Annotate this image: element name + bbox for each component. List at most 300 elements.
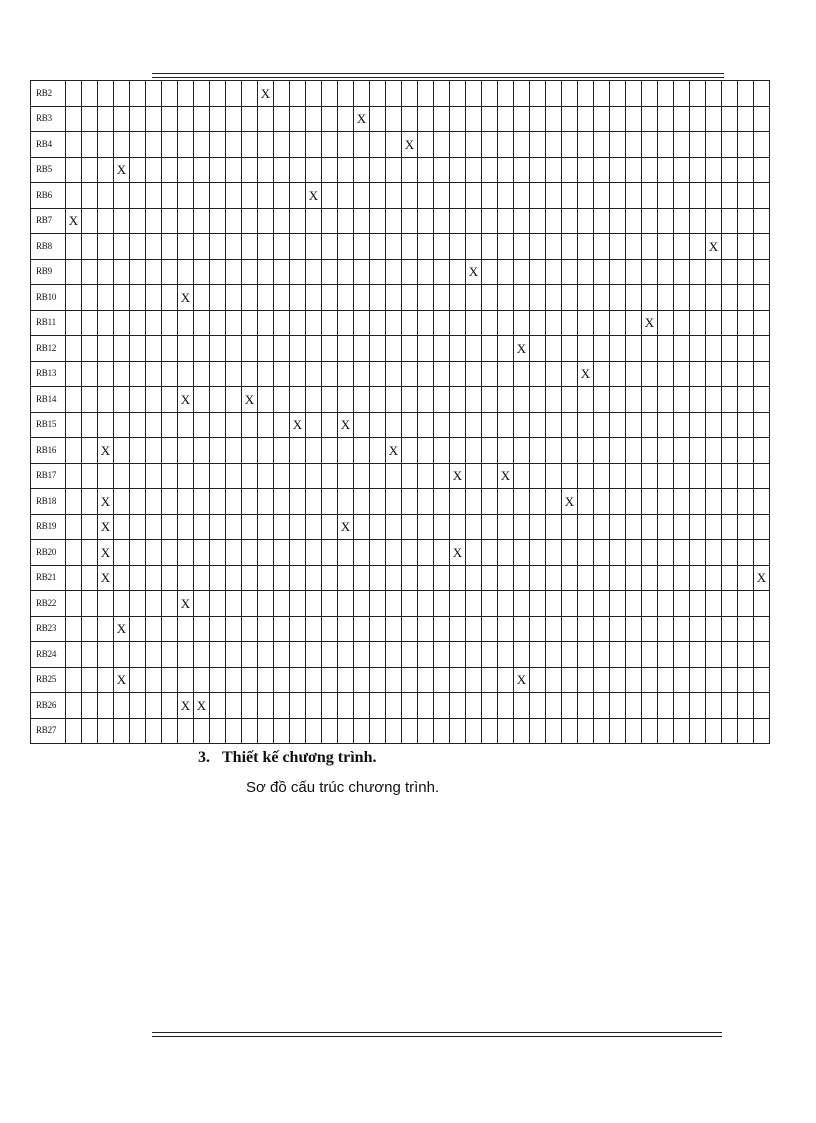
empty-cell <box>482 285 498 311</box>
empty-cell <box>130 540 146 566</box>
empty-cell <box>146 285 162 311</box>
empty-cell <box>482 616 498 642</box>
empty-cell <box>498 489 514 515</box>
empty-cell <box>546 642 562 668</box>
empty-cell <box>242 208 258 234</box>
empty-cell <box>434 718 450 744</box>
empty-cell <box>546 540 562 566</box>
empty-cell <box>370 642 386 668</box>
empty-cell <box>722 693 738 719</box>
empty-cell <box>450 514 466 540</box>
empty-cell <box>434 565 450 591</box>
empty-cell <box>594 234 610 260</box>
empty-cell <box>178 540 194 566</box>
empty-cell <box>370 565 386 591</box>
empty-cell <box>66 234 82 260</box>
empty-cell <box>610 412 626 438</box>
empty-cell <box>482 208 498 234</box>
empty-cell <box>594 667 610 693</box>
mark-cell: X <box>754 565 770 591</box>
empty-cell <box>290 718 306 744</box>
empty-cell <box>642 591 658 617</box>
empty-cell <box>706 642 722 668</box>
empty-cell <box>322 667 338 693</box>
empty-cell <box>642 514 658 540</box>
empty-cell <box>274 438 290 464</box>
empty-cell <box>178 310 194 336</box>
empty-cell <box>706 336 722 362</box>
empty-cell <box>290 514 306 540</box>
empty-cell <box>194 540 210 566</box>
empty-cell <box>482 183 498 209</box>
empty-cell <box>402 361 418 387</box>
empty-cell <box>82 718 98 744</box>
empty-cell <box>482 336 498 362</box>
empty-cell <box>306 540 322 566</box>
empty-cell <box>242 157 258 183</box>
empty-cell <box>338 718 354 744</box>
empty-cell <box>66 157 82 183</box>
empty-cell <box>386 693 402 719</box>
mark-cell: X <box>306 183 322 209</box>
empty-cell <box>194 259 210 285</box>
mark-cell: X <box>114 616 130 642</box>
empty-cell <box>578 183 594 209</box>
empty-cell <box>578 591 594 617</box>
row-label: RB20 <box>31 540 66 566</box>
empty-cell <box>594 361 610 387</box>
empty-cell <box>194 591 210 617</box>
empty-cell <box>594 336 610 362</box>
empty-cell <box>178 412 194 438</box>
empty-cell <box>338 489 354 515</box>
empty-cell <box>242 667 258 693</box>
empty-cell <box>274 259 290 285</box>
empty-cell <box>386 361 402 387</box>
empty-cell <box>674 81 690 107</box>
empty-cell <box>418 285 434 311</box>
empty-cell <box>434 132 450 158</box>
empty-cell <box>258 540 274 566</box>
empty-cell <box>210 616 226 642</box>
empty-cell <box>610 514 626 540</box>
empty-cell <box>194 616 210 642</box>
empty-cell <box>82 540 98 566</box>
empty-cell <box>626 259 642 285</box>
empty-cell <box>258 310 274 336</box>
mark-cell: X <box>562 489 578 515</box>
empty-cell <box>626 157 642 183</box>
empty-cell <box>306 234 322 260</box>
empty-cell <box>194 438 210 464</box>
empty-cell <box>322 157 338 183</box>
empty-cell <box>626 106 642 132</box>
mark-cell: X <box>242 387 258 413</box>
empty-cell <box>626 208 642 234</box>
empty-cell <box>338 693 354 719</box>
empty-cell <box>514 591 530 617</box>
empty-cell <box>626 387 642 413</box>
empty-cell <box>130 310 146 336</box>
row-label: RB16 <box>31 438 66 464</box>
empty-cell <box>466 540 482 566</box>
empty-cell <box>130 514 146 540</box>
empty-cell <box>402 259 418 285</box>
mark-cell: X <box>354 106 370 132</box>
row-label: RB23 <box>31 616 66 642</box>
empty-cell <box>226 310 242 336</box>
empty-cell <box>642 132 658 158</box>
empty-cell <box>130 208 146 234</box>
empty-cell <box>450 132 466 158</box>
empty-cell <box>610 208 626 234</box>
empty-cell <box>322 361 338 387</box>
empty-cell <box>690 361 706 387</box>
empty-cell <box>146 208 162 234</box>
empty-cell <box>306 259 322 285</box>
row-label: RB26 <box>31 693 66 719</box>
empty-cell <box>610 81 626 107</box>
empty-cell <box>290 157 306 183</box>
empty-cell <box>546 514 562 540</box>
empty-cell <box>562 183 578 209</box>
empty-cell <box>402 616 418 642</box>
empty-cell <box>386 310 402 336</box>
empty-cell <box>130 361 146 387</box>
empty-cell <box>610 565 626 591</box>
empty-cell <box>402 310 418 336</box>
empty-cell <box>178 642 194 668</box>
empty-cell <box>578 81 594 107</box>
empty-cell <box>210 234 226 260</box>
empty-cell <box>146 259 162 285</box>
empty-cell <box>498 565 514 591</box>
empty-cell <box>610 667 626 693</box>
mark-cell: X <box>338 514 354 540</box>
empty-cell <box>322 591 338 617</box>
empty-cell <box>82 234 98 260</box>
empty-cell <box>354 336 370 362</box>
empty-cell <box>610 718 626 744</box>
empty-cell <box>162 310 178 336</box>
empty-cell <box>354 361 370 387</box>
empty-cell <box>754 310 770 336</box>
section-number: 3. <box>198 749 210 766</box>
empty-cell <box>66 412 82 438</box>
empty-cell <box>322 514 338 540</box>
empty-cell <box>290 81 306 107</box>
empty-cell <box>594 106 610 132</box>
empty-cell <box>754 81 770 107</box>
empty-cell <box>386 285 402 311</box>
empty-cell <box>642 234 658 260</box>
empty-cell <box>754 718 770 744</box>
empty-cell <box>290 463 306 489</box>
empty-cell <box>482 361 498 387</box>
mark-cell: X <box>98 514 114 540</box>
empty-cell <box>402 489 418 515</box>
empty-cell <box>114 387 130 413</box>
empty-cell <box>130 132 146 158</box>
empty-cell <box>130 693 146 719</box>
empty-cell <box>178 259 194 285</box>
empty-cell <box>498 132 514 158</box>
empty-cell <box>466 106 482 132</box>
empty-cell <box>258 642 274 668</box>
mark-cell: X <box>66 208 82 234</box>
empty-cell <box>274 132 290 158</box>
empty-cell <box>386 132 402 158</box>
empty-cell <box>258 183 274 209</box>
empty-cell <box>66 540 82 566</box>
empty-cell <box>258 438 274 464</box>
empty-cell <box>498 106 514 132</box>
empty-cell <box>562 438 578 464</box>
empty-cell <box>738 514 754 540</box>
empty-cell <box>162 285 178 311</box>
empty-cell <box>146 81 162 107</box>
row-label: RB21 <box>31 565 66 591</box>
empty-cell <box>290 387 306 413</box>
empty-cell <box>82 489 98 515</box>
empty-cell <box>498 667 514 693</box>
empty-cell <box>418 514 434 540</box>
empty-cell <box>226 285 242 311</box>
empty-cell <box>66 285 82 311</box>
empty-cell <box>514 361 530 387</box>
empty-cell <box>258 591 274 617</box>
empty-cell <box>626 438 642 464</box>
empty-cell <box>130 438 146 464</box>
empty-cell <box>274 718 290 744</box>
empty-cell <box>114 412 130 438</box>
empty-cell <box>562 234 578 260</box>
empty-cell <box>194 489 210 515</box>
empty-cell <box>674 387 690 413</box>
empty-cell <box>66 514 82 540</box>
empty-cell <box>434 361 450 387</box>
empty-cell <box>690 565 706 591</box>
empty-cell <box>722 463 738 489</box>
empty-cell <box>322 81 338 107</box>
empty-cell <box>210 81 226 107</box>
empty-cell <box>162 183 178 209</box>
empty-cell <box>386 106 402 132</box>
empty-cell <box>514 642 530 668</box>
empty-cell <box>514 310 530 336</box>
empty-cell <box>738 693 754 719</box>
empty-cell <box>434 259 450 285</box>
empty-cell <box>322 489 338 515</box>
empty-cell <box>322 565 338 591</box>
empty-cell <box>626 336 642 362</box>
empty-cell <box>402 412 418 438</box>
empty-cell <box>370 591 386 617</box>
empty-cell <box>722 387 738 413</box>
empty-cell <box>114 693 130 719</box>
empty-cell <box>434 106 450 132</box>
rule-fact-matrix <box>30 80 770 744</box>
empty-cell <box>642 540 658 566</box>
mark-cell: X <box>514 667 530 693</box>
empty-cell <box>322 463 338 489</box>
empty-cell <box>82 616 98 642</box>
empty-cell <box>306 310 322 336</box>
empty-cell <box>306 718 322 744</box>
empty-cell <box>706 106 722 132</box>
empty-cell <box>626 183 642 209</box>
empty-cell <box>674 616 690 642</box>
empty-cell <box>66 183 82 209</box>
mark-cell: X <box>98 540 114 566</box>
empty-cell <box>674 412 690 438</box>
empty-cell <box>210 310 226 336</box>
empty-cell <box>82 285 98 311</box>
table-row <box>31 208 770 234</box>
empty-cell <box>242 285 258 311</box>
empty-cell <box>226 361 242 387</box>
empty-cell <box>98 157 114 183</box>
empty-cell <box>562 412 578 438</box>
empty-cell <box>450 310 466 336</box>
empty-cell <box>658 565 674 591</box>
table-row <box>31 718 770 744</box>
empty-cell <box>370 387 386 413</box>
empty-cell <box>594 693 610 719</box>
empty-cell <box>626 361 642 387</box>
empty-cell <box>178 183 194 209</box>
empty-cell <box>594 259 610 285</box>
empty-cell <box>258 514 274 540</box>
empty-cell <box>322 387 338 413</box>
empty-cell <box>626 463 642 489</box>
empty-cell <box>226 157 242 183</box>
empty-cell <box>258 157 274 183</box>
empty-cell <box>450 157 466 183</box>
empty-cell <box>402 106 418 132</box>
empty-cell <box>322 259 338 285</box>
empty-cell <box>562 259 578 285</box>
empty-cell <box>610 438 626 464</box>
empty-cell <box>370 540 386 566</box>
empty-cell <box>194 208 210 234</box>
empty-cell <box>610 285 626 311</box>
empty-cell <box>434 489 450 515</box>
empty-cell <box>610 361 626 387</box>
empty-cell <box>370 667 386 693</box>
empty-cell <box>338 667 354 693</box>
empty-cell <box>418 208 434 234</box>
empty-cell <box>482 412 498 438</box>
empty-cell <box>722 81 738 107</box>
empty-cell <box>66 361 82 387</box>
empty-cell <box>450 718 466 744</box>
empty-cell <box>450 565 466 591</box>
empty-cell <box>450 81 466 107</box>
empty-cell <box>498 336 514 362</box>
empty-cell <box>114 438 130 464</box>
empty-cell <box>226 616 242 642</box>
empty-cell <box>114 463 130 489</box>
empty-cell <box>322 336 338 362</box>
empty-cell <box>306 81 322 107</box>
empty-cell <box>114 642 130 668</box>
empty-cell <box>306 438 322 464</box>
empty-cell <box>498 361 514 387</box>
empty-cell <box>194 565 210 591</box>
section-subtitle: Sơ đồ cấu trúc chương trình. <box>246 779 440 796</box>
empty-cell <box>386 489 402 515</box>
empty-cell <box>178 208 194 234</box>
empty-cell <box>274 336 290 362</box>
empty-cell <box>498 616 514 642</box>
empty-cell <box>178 157 194 183</box>
row-label: RB15 <box>31 412 66 438</box>
empty-cell <box>306 157 322 183</box>
table-row <box>31 565 770 591</box>
empty-cell <box>274 489 290 515</box>
empty-cell <box>402 438 418 464</box>
empty-cell <box>162 489 178 515</box>
empty-cell <box>530 514 546 540</box>
empty-cell <box>530 183 546 209</box>
empty-cell <box>178 132 194 158</box>
empty-cell <box>690 591 706 617</box>
empty-cell <box>722 336 738 362</box>
mark-cell: X <box>578 361 594 387</box>
empty-cell <box>242 412 258 438</box>
empty-cell <box>370 361 386 387</box>
empty-cell <box>690 616 706 642</box>
empty-cell <box>82 438 98 464</box>
empty-cell <box>738 336 754 362</box>
empty-cell <box>210 208 226 234</box>
empty-cell <box>642 81 658 107</box>
empty-cell <box>690 693 706 719</box>
empty-cell <box>578 387 594 413</box>
empty-cell <box>194 667 210 693</box>
empty-cell <box>482 106 498 132</box>
empty-cell <box>178 667 194 693</box>
empty-cell <box>722 361 738 387</box>
empty-cell <box>562 642 578 668</box>
empty-cell <box>162 438 178 464</box>
empty-cell <box>450 667 466 693</box>
empty-cell <box>210 667 226 693</box>
empty-cell <box>82 667 98 693</box>
empty-cell <box>514 438 530 464</box>
table-row <box>31 132 770 158</box>
empty-cell <box>226 438 242 464</box>
empty-cell <box>338 310 354 336</box>
empty-cell <box>690 106 706 132</box>
empty-cell <box>626 591 642 617</box>
empty-cell <box>226 489 242 515</box>
empty-cell <box>66 718 82 744</box>
empty-cell <box>498 310 514 336</box>
empty-cell <box>738 81 754 107</box>
empty-cell <box>82 310 98 336</box>
empty-cell <box>258 693 274 719</box>
empty-cell <box>354 157 370 183</box>
empty-cell <box>66 106 82 132</box>
empty-cell <box>530 387 546 413</box>
empty-cell <box>130 336 146 362</box>
empty-cell <box>754 540 770 566</box>
empty-cell <box>98 463 114 489</box>
empty-cell <box>738 667 754 693</box>
empty-cell <box>114 285 130 311</box>
